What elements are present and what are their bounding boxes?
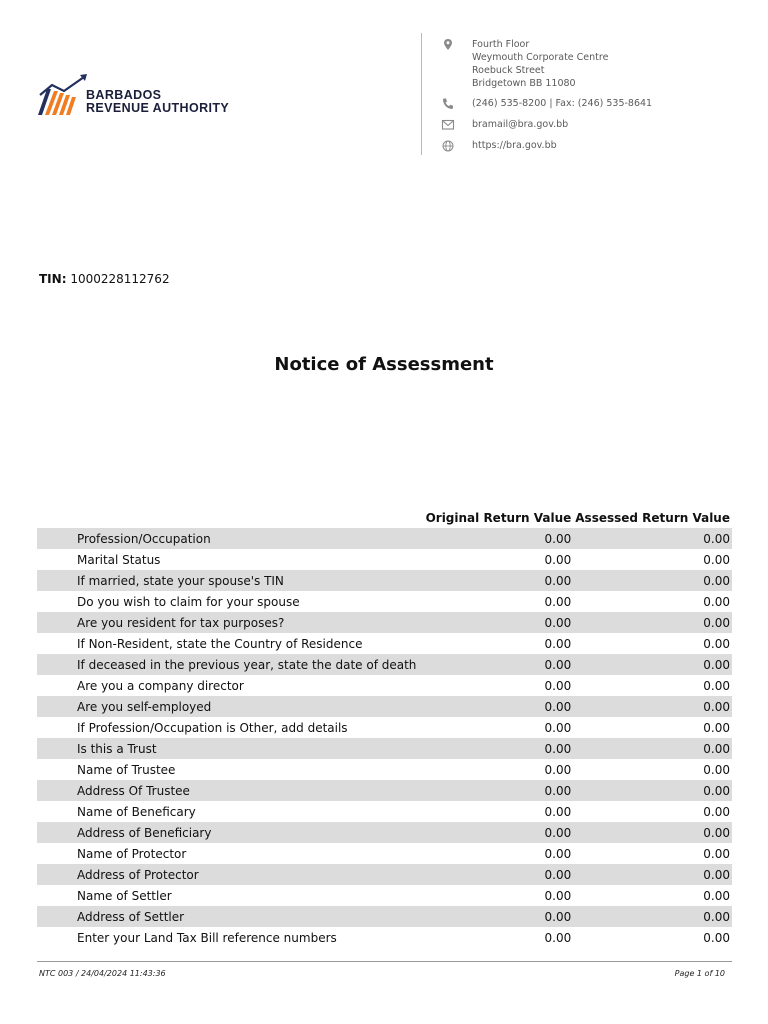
original-value: 0.00 [424,822,574,843]
website-link[interactable]: https://bra.gov.bb [472,140,557,151]
table-row [37,549,732,570]
assessed-value: 0.00 [703,888,730,903]
original-value: 0.00 [424,696,574,717]
table-row [37,885,732,906]
table-header-row [37,508,732,528]
original-value: 0.00 [544,678,572,693]
original-value: 0.00 [544,594,572,609]
table-row [37,633,732,654]
assessed-value: 0.00 [573,696,732,717]
location-pin-icon [440,38,456,52]
assessed-value: 0.00 [573,738,732,759]
column-header-assessed: Assessed Return Value [575,511,730,525]
row-label: If married, state your spouse's TIN [37,570,424,591]
footer-document-code: NTC 003 / 24/04/2024 11:43:36 [39,969,166,978]
bra-logo [36,73,236,121]
original-value: 0.00 [544,846,572,861]
table-row [37,801,732,822]
original-value: 0.00 [424,528,574,549]
footer-divider [37,961,732,962]
table-row [37,528,732,549]
table-row [37,822,732,843]
address-line-3: Roebuck Street [472,65,545,76]
table-row [37,738,732,759]
assessed-value: 0.00 [573,570,732,591]
logo-mark-icon [36,73,88,117]
table-row [37,717,732,738]
row-label: Are you self-employed [37,696,424,717]
original-value: 0.00 [544,930,572,945]
table-row [37,612,732,633]
assessed-value: 0.00 [703,720,730,735]
assessed-value: 0.00 [703,678,730,693]
row-label: Name of Trustee [77,762,176,777]
row-label: Name of Beneficary [77,804,196,819]
assessed-value: 0.00 [703,762,730,777]
assessment-table [37,508,732,948]
row-label: Address of Protector [37,864,424,885]
phone-icon [440,97,456,111]
original-value: 0.00 [424,738,574,759]
header-divider [421,33,422,155]
table-row [37,591,732,612]
globe-icon [440,139,456,153]
logo-line-1: BARBADOS [86,88,162,102]
mail-icon [440,118,456,132]
assessed-value: 0.00 [703,804,730,819]
row-label: If Profession/Occupation is Other, add details [77,720,348,735]
original-value: 0.00 [424,654,574,675]
assessed-value: 0.00 [703,846,730,861]
original-value: 0.00 [544,720,572,735]
original-value: 0.00 [544,888,572,903]
column-header-original: Original Return Value [425,511,572,525]
tin-label: TIN: [39,272,67,286]
table-row [37,696,732,717]
phone-fax-text: (246) 535-8200 | Fax: (246) 535-8641 [472,98,653,109]
assessed-value: 0.00 [703,930,730,945]
assessed-value: 0.00 [703,552,730,567]
original-value: 0.00 [544,762,572,777]
row-label: Address of Settler [37,906,424,927]
row-label: Are you resident for tax purposes? [37,612,424,633]
assessed-value: 0.00 [573,612,732,633]
original-value: 0.00 [424,780,574,801]
tin-value: 1000228112762 [70,272,170,286]
assessed-value: 0.00 [703,636,730,651]
address-line-2: Weymouth Corporate Centre [472,52,609,63]
assessed-value: 0.00 [703,594,730,609]
original-value: 0.00 [424,864,574,885]
contact-phone [440,97,653,111]
contact-email [440,118,569,132]
row-label: Address Of Trustee [37,780,424,801]
table-row [37,570,732,591]
original-value: 0.00 [544,552,572,567]
original-value: 0.00 [544,804,572,819]
tin-line [39,272,170,286]
table-row [37,864,732,885]
logo-line-2: REVENUE AUTHORITY [86,100,230,115]
contact-address [440,38,609,89]
row-label: If Non-Resident, state the Country of Residence [77,636,363,651]
row-label: Name of Protector [77,846,187,861]
address-line-4: Bridgetown BB 11080 [472,78,576,89]
row-label: Marital Status [77,552,161,567]
page-title: Notice of Assessment [274,354,494,375]
assessed-value: 0.00 [573,822,732,843]
footer-page-number: Page 1 of 10 [674,969,725,978]
row-label: Are you a company director [77,678,244,693]
contact-website [440,139,557,153]
original-value: 0.00 [424,906,574,927]
table-row [37,780,732,801]
email-link[interactable]: bramail@bra.gov.bb [472,119,569,130]
row-label: Enter your Land Tax Bill reference numbers [77,930,337,945]
table-row [37,927,732,948]
row-label: Profession/Occupation [37,528,424,549]
original-value: 0.00 [424,570,574,591]
address-line-1: Fourth Floor [472,39,530,50]
row-label: Do you wish to claim for your spouse [77,594,300,609]
table-row [37,675,732,696]
row-label: If deceased in the previous year, state the date of death [37,654,424,675]
assessed-value: 0.00 [573,864,732,885]
logo-wordmark [86,89,229,114]
assessed-value: 0.00 [573,528,732,549]
table-row [37,759,732,780]
row-label: Address of Beneficiary [37,822,424,843]
assessed-value: 0.00 [573,780,732,801]
row-label: Name of Settler [77,888,172,903]
assessed-value: 0.00 [573,906,732,927]
table-row [37,843,732,864]
table-row [37,654,732,675]
table-row [37,906,732,927]
original-value: 0.00 [424,612,574,633]
assessed-value: 0.00 [573,654,732,675]
original-value: 0.00 [544,636,572,651]
row-label: Is this a Trust [37,738,424,759]
column-header-item [37,508,424,528]
